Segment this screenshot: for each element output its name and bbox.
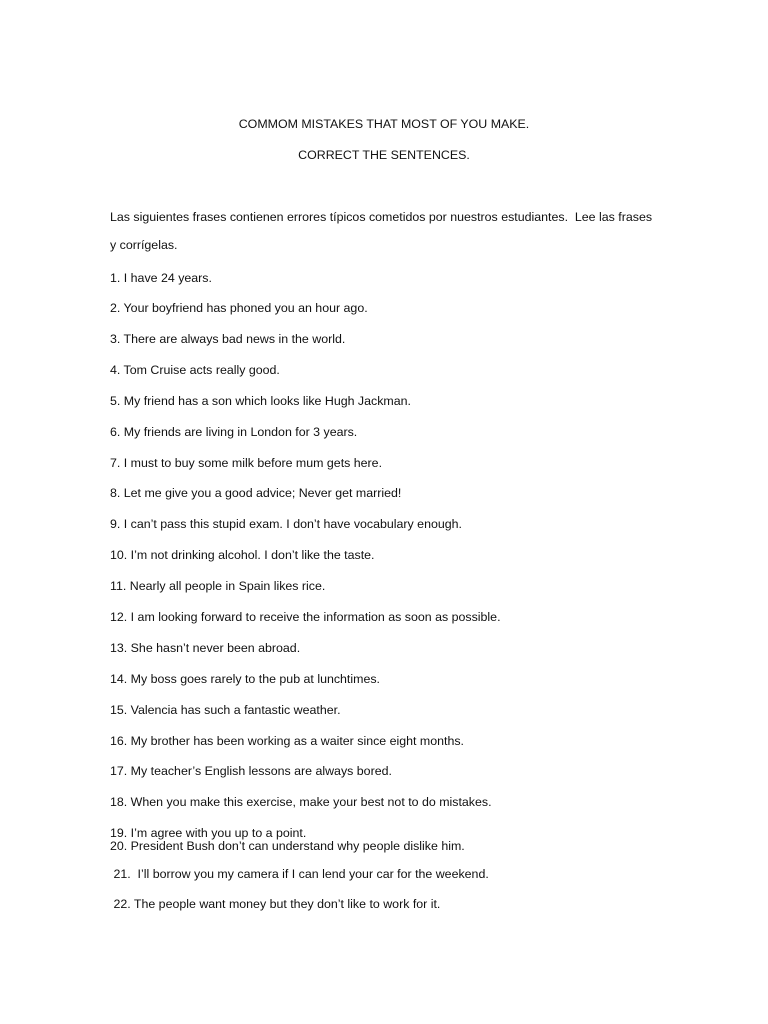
sentence-item: 16. My brother has been working as a waiter since eight months.: [110, 734, 465, 748]
sentence-item: 14. My boss goes rarely to the pub at lunchtimes.: [110, 672, 380, 686]
sentence-item: 17. My teacher’s English lessons are always bored.: [110, 764, 392, 778]
sentence-item: 11. Nearly all people in Spain likes rice.: [110, 579, 326, 593]
sentence-item: 9. I can’t pass this stupid exam. I don’t have vocabulary enough.: [110, 517, 462, 531]
sentence-item: 3. There are always bad news in the world.: [110, 332, 346, 346]
sentence-item: 10. I’m not drinking alcohol. I don’t like the taste.: [110, 548, 375, 562]
sentence-item: 21. I’ll borrow you my camera if I can lend your car for the weekend.: [110, 867, 489, 881]
intro-text-line-2: y corrígelas.: [110, 238, 178, 252]
sentence-item: 5. My friend has a son which looks like Hugh Jackman.: [110, 394, 411, 408]
sentence-item: 15. Valencia has such a fantastic weather.: [110, 703, 341, 717]
sentence-item: 2. Your boyfriend has phoned you an hour ago.: [110, 301, 368, 315]
sentence-item: 20. President Bush don’t can understand why people dislike him.: [110, 839, 465, 853]
sentence-item: 6. My friends are living in London for 3 years.: [110, 425, 358, 439]
sentence-item: 18. When you make this exercise, make your best not to do mistakes.: [110, 795, 492, 809]
sentence-item: 4. Tom Cruise acts really good.: [110, 363, 280, 377]
sentence-item: 13. She hasn’t never been abroad.: [110, 641, 301, 655]
sentence-item: 19. I’m agree with you up to a point.: [110, 826, 307, 840]
sentence-item: 8. Let me give you a good advice; Never get married!: [110, 486, 402, 500]
sentence-item: 22. The people want money but they don’t like to work for it.: [110, 897, 441, 911]
sentence-item: 1. I have 24 years.: [110, 271, 212, 285]
intro-text-line-1: Las siguientes frases contienen errores típicos cometidos por nuestros estudiantes. Lee las frases: [110, 210, 653, 224]
sentence-item: 12. I am looking forward to receive the information as soon as possible.: [110, 610, 501, 624]
document-title: COMMOM MISTAKES THAT MOST OF YOU MAKE.: [238, 117, 530, 131]
sentence-item: 7. I must to buy some milk before mum gets here.: [110, 456, 383, 470]
document-subtitle: CORRECT THE SENTENCES.: [298, 148, 470, 162]
